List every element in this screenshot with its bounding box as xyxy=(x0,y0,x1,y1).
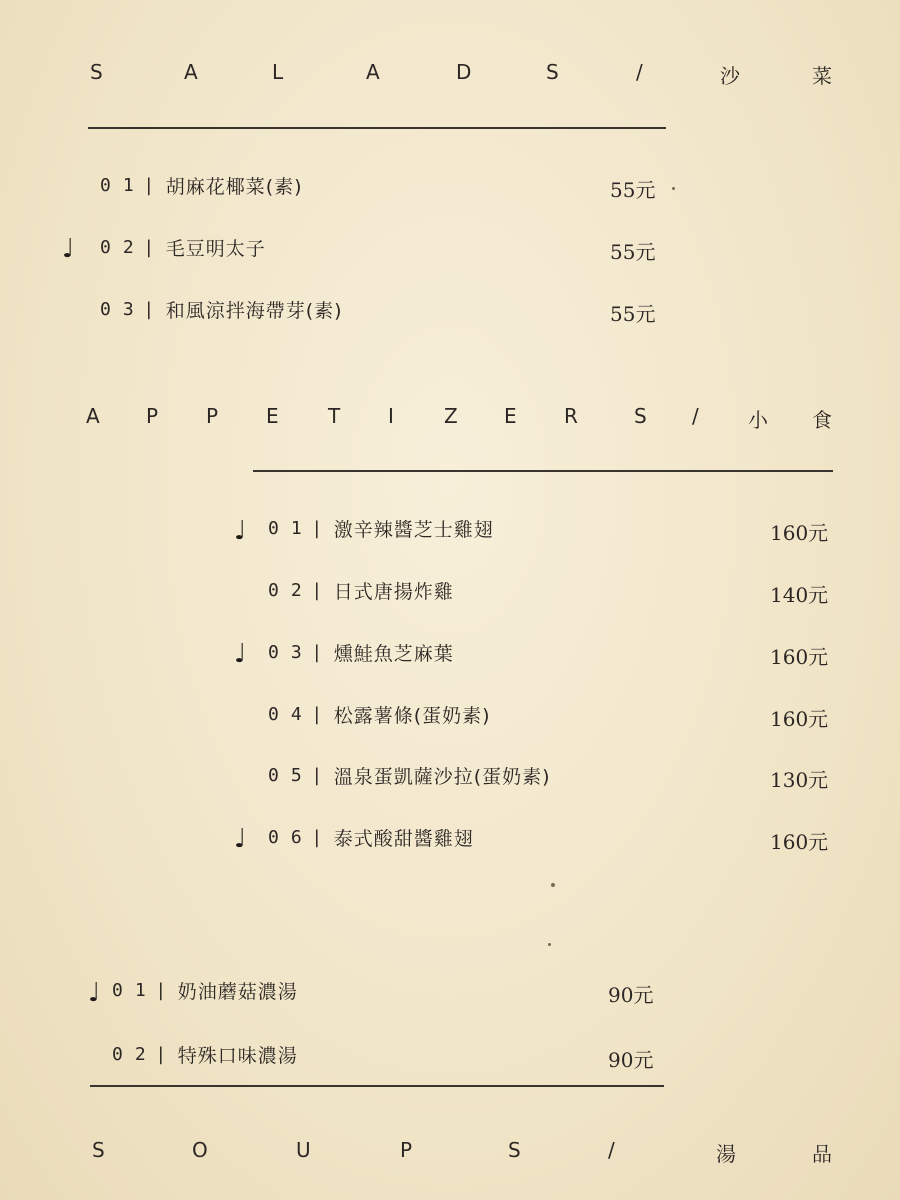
item-number: 02 xyxy=(100,236,146,258)
item-name: 松露薯條(蛋奶素) xyxy=(333,704,491,727)
item-name: 溫泉蛋凱薩沙拉(蛋奶素) xyxy=(333,765,551,788)
item-number: 03 xyxy=(268,641,314,663)
item-number: 05 xyxy=(268,764,314,786)
item-price: 160元 xyxy=(770,645,829,669)
paper-speck xyxy=(548,943,551,946)
item-separator: | xyxy=(157,1043,164,1065)
soups-rule xyxy=(90,1085,664,1087)
item-price: 55元 xyxy=(610,302,656,326)
soup-item xyxy=(112,1039,298,1069)
heading-letter: E xyxy=(266,404,279,428)
item-price: 160元 xyxy=(770,707,829,731)
item-separator: | xyxy=(313,641,320,663)
heading-letter: A xyxy=(366,60,380,84)
music-note-icon: ♩ xyxy=(234,516,247,546)
heading-letter: P xyxy=(146,404,159,428)
item-separator: | xyxy=(313,826,320,848)
item-name: 激辛辣醬芝士雞翅 xyxy=(333,518,494,541)
item-price: 160元 xyxy=(770,521,829,545)
item-name: 特殊口味濃湯 xyxy=(177,1044,298,1067)
heading-letter: A xyxy=(184,60,198,84)
heading-letter: / xyxy=(692,404,699,428)
paper-speck xyxy=(551,883,555,887)
item-price: 55元 xyxy=(610,240,656,264)
heading-letter: U xyxy=(296,1138,311,1162)
item-number: 06 xyxy=(268,826,314,848)
item-name: 泰式酸甜醬雞翅 xyxy=(333,827,474,850)
heading-letter: E xyxy=(504,404,517,428)
paper-speck xyxy=(672,187,675,190)
heading-letter: T xyxy=(328,404,341,428)
appetizers-rule xyxy=(253,470,833,472)
appetizer-item xyxy=(268,822,474,852)
heading-letter: S xyxy=(508,1138,521,1162)
heading-letter: P xyxy=(400,1138,413,1162)
appetizer-item xyxy=(268,699,491,729)
heading-letter: 小 xyxy=(748,408,768,432)
item-separator: | xyxy=(145,236,152,258)
item-name: 燻鮭魚芝麻葉 xyxy=(333,642,454,665)
heading-letter: Z xyxy=(444,404,458,428)
appetizers-heading xyxy=(0,404,900,434)
item-price: 90元 xyxy=(608,983,654,1007)
salad-item xyxy=(100,232,266,262)
heading-letter: 湯 xyxy=(716,1142,736,1166)
item-name: 胡麻花椰菜(素) xyxy=(165,175,303,198)
item-separator: | xyxy=(313,517,320,539)
music-note-icon: ♩ xyxy=(234,824,247,854)
salads-rule xyxy=(88,127,666,129)
salad-item xyxy=(100,170,303,200)
appetizer-item xyxy=(268,575,454,605)
heading-letter: I xyxy=(388,404,394,428)
item-number: 01 xyxy=(112,979,158,1001)
appetizer-item xyxy=(268,760,551,790)
heading-letter: S xyxy=(546,60,559,84)
item-price: 130元 xyxy=(770,768,829,792)
item-separator: | xyxy=(145,174,152,196)
heading-letter: R xyxy=(564,404,578,428)
heading-letter: A xyxy=(86,404,100,428)
heading-letter: / xyxy=(608,1138,615,1162)
item-price: 55元 xyxy=(610,178,656,202)
soup-item xyxy=(112,975,298,1005)
item-number: 04 xyxy=(268,703,314,725)
item-number: 01 xyxy=(100,174,146,196)
heading-letter: O xyxy=(192,1138,208,1162)
heading-letter: 品 xyxy=(812,1142,832,1166)
item-number: 02 xyxy=(268,579,314,601)
item-separator: | xyxy=(145,298,152,320)
item-name: 日式唐揚炸雞 xyxy=(333,580,454,603)
heading-letter: 食 xyxy=(812,408,832,432)
salads-heading xyxy=(0,60,900,90)
soups-heading xyxy=(0,1138,900,1168)
music-note-icon: ♩ xyxy=(88,978,101,1008)
item-separator: | xyxy=(313,703,320,725)
music-note-icon: ♩ xyxy=(62,234,75,264)
item-price: 140元 xyxy=(770,583,829,607)
item-price: 160元 xyxy=(770,830,829,854)
music-note-icon: ♩ xyxy=(234,639,247,669)
appetizer-item xyxy=(268,637,454,667)
heading-letter: S xyxy=(634,404,647,428)
heading-letter: 沙 xyxy=(720,64,740,88)
salad-item xyxy=(100,294,343,324)
item-number: 02 xyxy=(112,1043,158,1065)
heading-letter: 菜 xyxy=(812,64,832,88)
heading-letter: P xyxy=(206,404,219,428)
item-separator: | xyxy=(313,579,320,601)
heading-letter: / xyxy=(636,60,643,84)
item-name: 奶油蘑菇濃湯 xyxy=(177,980,298,1003)
item-number: 03 xyxy=(100,298,146,320)
item-name: 毛豆明太子 xyxy=(165,237,266,260)
item-number: 01 xyxy=(268,517,314,539)
heading-letter: S xyxy=(92,1138,105,1162)
heading-letter: D xyxy=(456,60,472,84)
item-name: 和風涼拌海帶芽(素) xyxy=(165,299,343,322)
heading-letter: L xyxy=(272,60,284,84)
appetizer-item xyxy=(268,513,494,543)
item-separator: | xyxy=(157,979,164,1001)
item-price: 90元 xyxy=(608,1048,654,1072)
heading-letter: S xyxy=(90,60,103,84)
item-separator: | xyxy=(313,764,320,786)
